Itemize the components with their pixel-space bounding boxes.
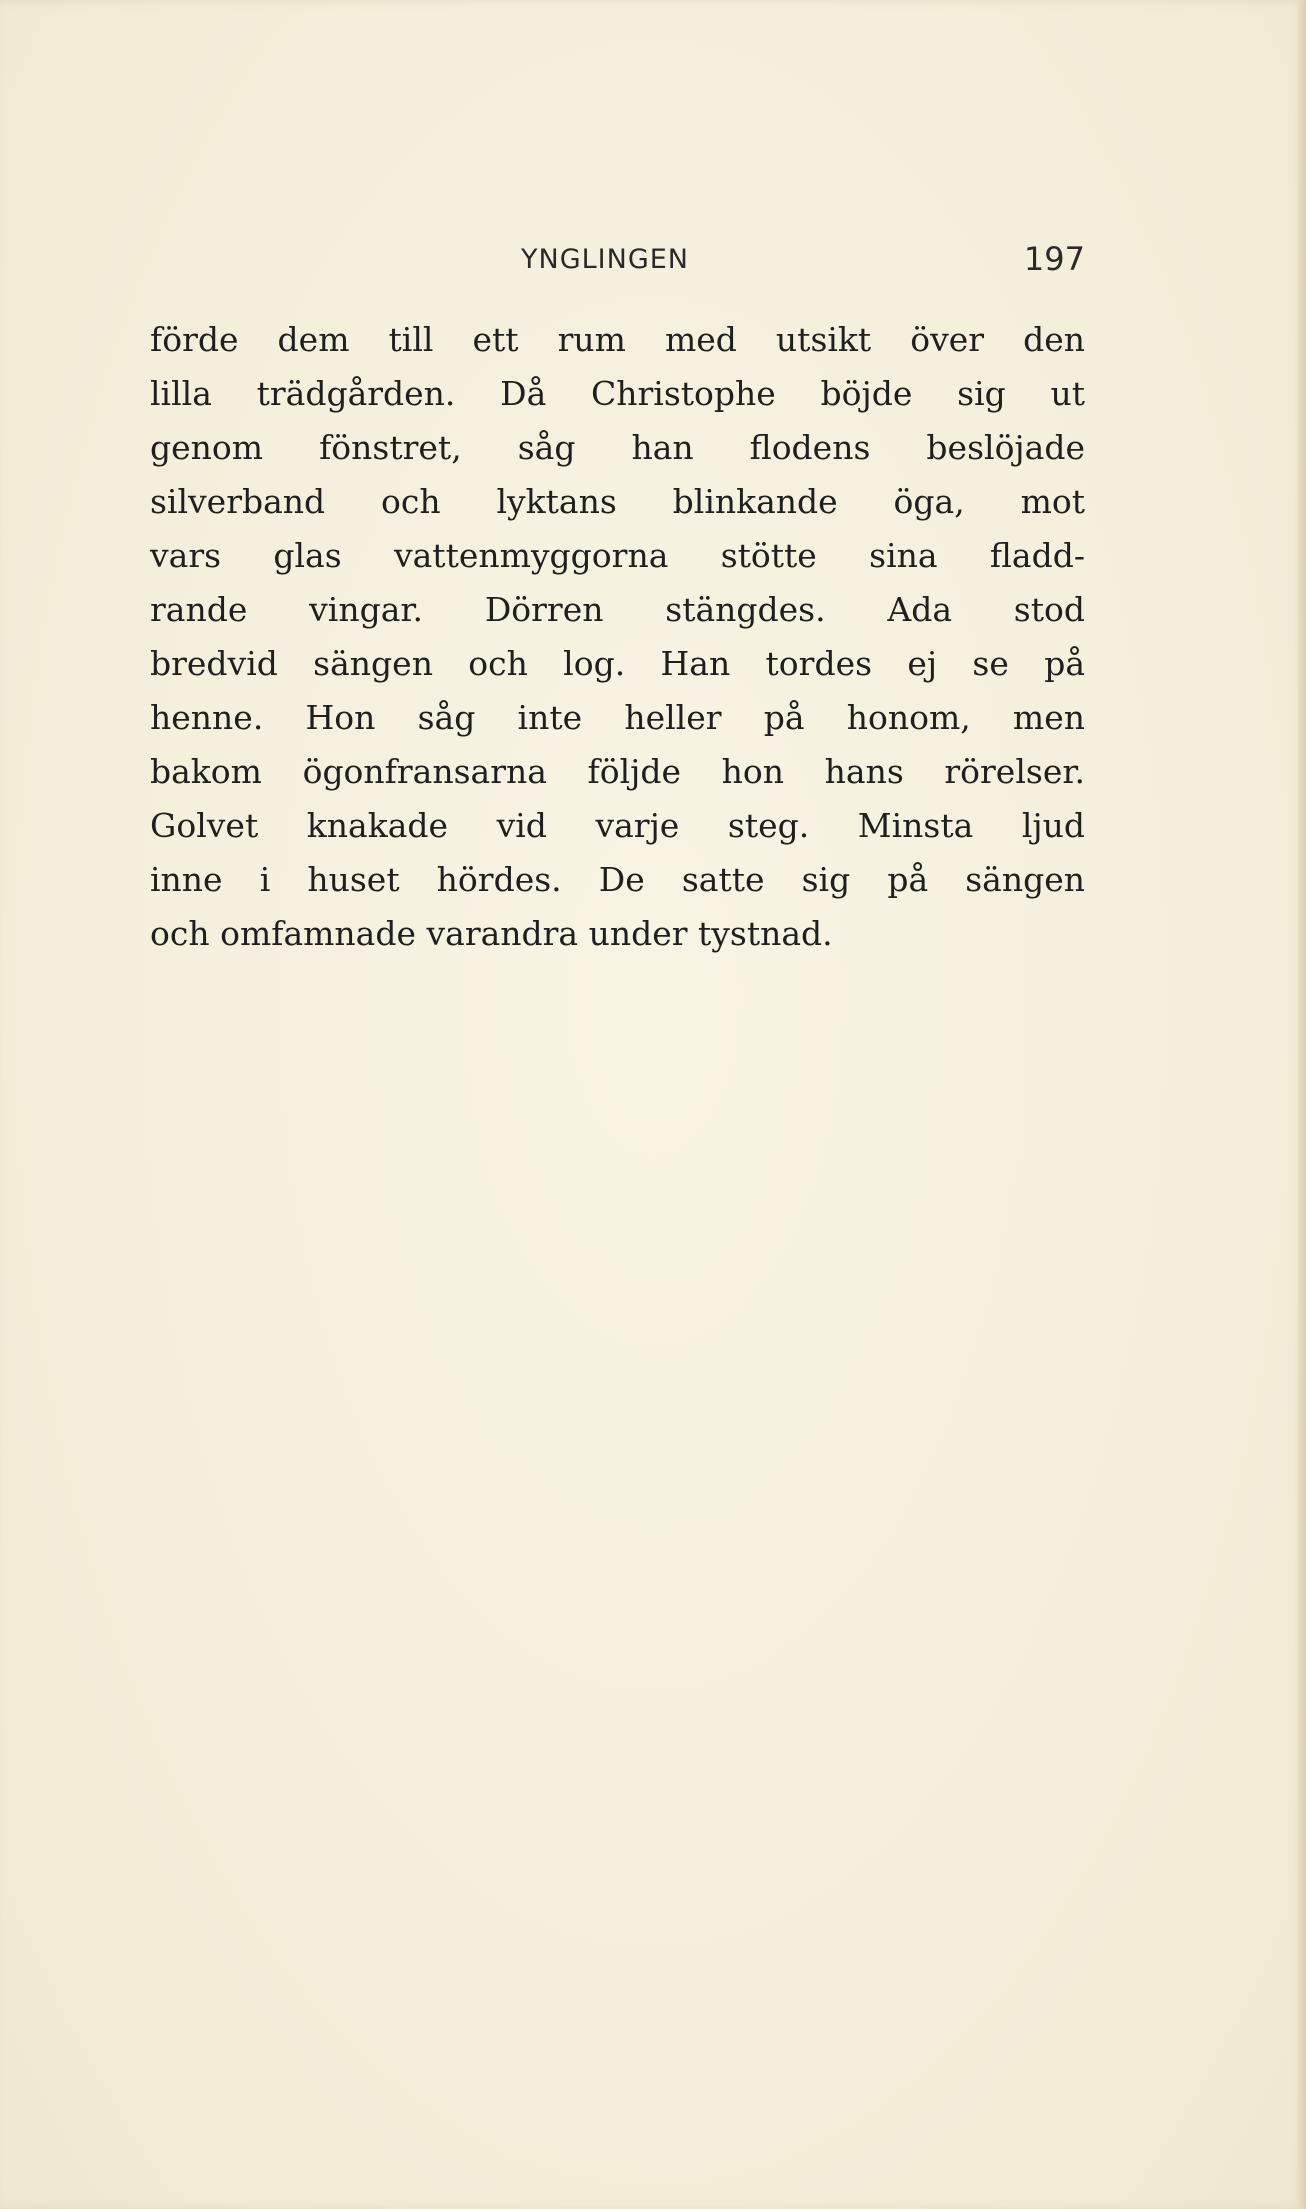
text-line: genom fönstret, såg han flodens beslöjade (150, 428, 1085, 467)
text-line: silverband och lyktans blinkande öga, mot (150, 482, 1085, 521)
running-head (150, 240, 1085, 284)
text-line: bakom ögonfransarna följde hon hans rörelser. (150, 752, 1085, 791)
running-title: YNGLINGEN (521, 244, 689, 275)
text-line: bredvid sängen och log. Han tordes ej se på (150, 644, 1085, 683)
page-number: 197 (1023, 240, 1085, 278)
text-line: henne. Hon såg inte heller på honom, men (150, 698, 1085, 737)
text-line: inne i huset hördes. De satte sig på sängen (150, 860, 1085, 899)
text-line-last: och omfamnade varandra under tystnad. (150, 914, 833, 953)
text-line: förde dem till ett rum med utsikt över den (150, 320, 1085, 359)
body-text (150, 313, 1085, 961)
text-line: lilla trädgården. Då Christophe böjde sig ut (150, 374, 1085, 413)
text-line: vars glas vattenmyggorna stötte sina fladd- (150, 536, 1085, 575)
text-line: rande vingar. Dörren stängdes. Ada stod (150, 590, 1085, 629)
page-edge (1298, 0, 1306, 2209)
text-line: Golvet knakade vid varje steg. Minsta ljud (150, 806, 1085, 845)
